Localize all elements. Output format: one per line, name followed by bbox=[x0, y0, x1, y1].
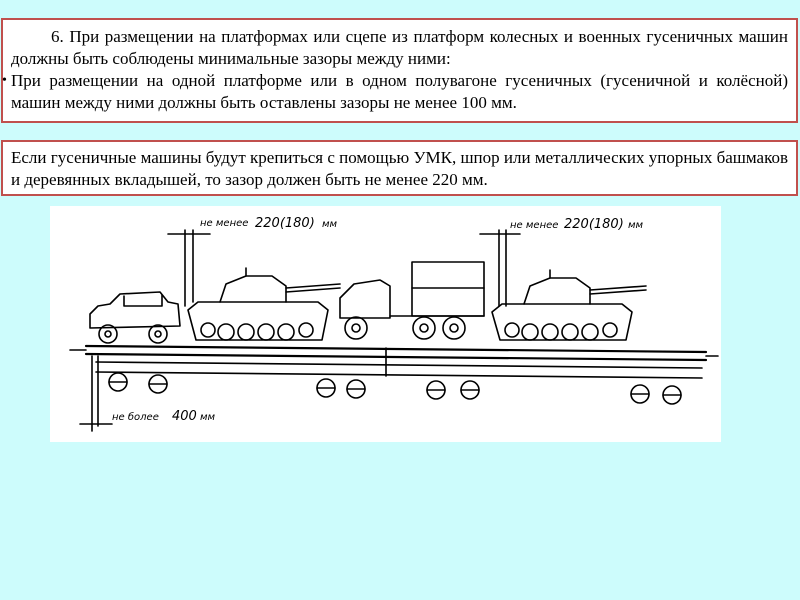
label-left-prefix: не менее bbox=[200, 218, 249, 229]
rule-paragraph-intro: 6. При размещении на платформах или сцепе из платформ колесных и военных гусеничных машин должны быть соблюдены минимальные зазоры между ними: bbox=[11, 27, 788, 68]
tank-left bbox=[188, 268, 340, 340]
bullet-marker: • bbox=[2, 73, 7, 88]
truck-vehicle bbox=[340, 262, 484, 339]
platform-drawing bbox=[50, 206, 721, 442]
label-bottom-unit: мм bbox=[200, 412, 216, 423]
jeep-vehicle bbox=[90, 292, 180, 343]
gap-rules-box bbox=[1, 18, 798, 123]
loading-diagram bbox=[50, 206, 721, 442]
bullet-text: При размещении на одной платформе или в одном полувагоне гусеничных (гусеничной и колёсной) машин между ними должны быть оставлены зазоры не менее 100 мм. bbox=[11, 71, 788, 112]
umk-rule-box bbox=[1, 140, 798, 196]
label-left-unit: мм bbox=[322, 219, 338, 230]
label-right-prefix: не менее bbox=[510, 220, 559, 231]
label-right-value: 220(180) bbox=[564, 217, 624, 232]
label-bottom-value: 400 bbox=[172, 409, 197, 424]
label-bottom-prefix: не более bbox=[112, 412, 159, 423]
label-left-value: 220(180) bbox=[255, 216, 315, 231]
platform-deck bbox=[86, 346, 706, 378]
label-right-unit: мм bbox=[628, 220, 644, 231]
umk-rule-paragraph: Если гусеничные машины будут крепиться с помощью УМК, шпор или металлических упорных башмаков и деревянных вкладышей, то зазор должен быть не менее 220 мм. bbox=[11, 148, 788, 189]
rule-paragraph-bullet bbox=[2, 70, 788, 114]
tank-right bbox=[492, 270, 646, 340]
